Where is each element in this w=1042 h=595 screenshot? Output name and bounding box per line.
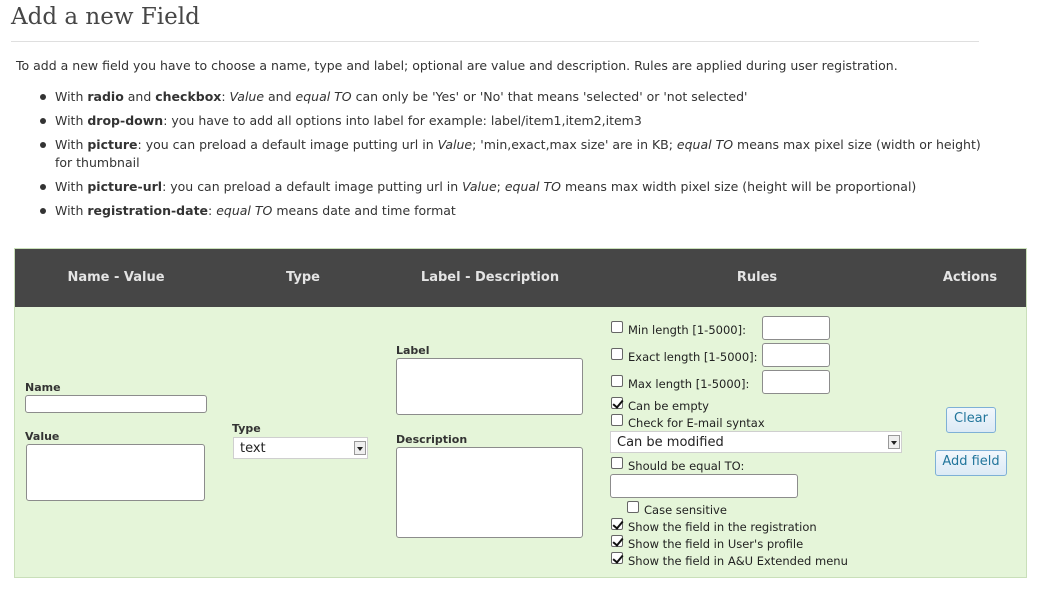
modify-permission-select[interactable] <box>610 431 902 453</box>
header-type: Type <box>286 270 320 285</box>
max-length-label: Max length [1-5000]: <box>628 377 750 391</box>
modify-permission-value: Can be modified <box>617 435 724 450</box>
max-length-checkbox[interactable] <box>611 375 623 387</box>
name-input[interactable] <box>25 395 207 413</box>
note-picture-url: With picture-url: you can preload a default image putting url in Value; equal TO means max width pixel size (height will be proportional) <box>38 178 983 196</box>
note-registration-date: With registration-date: equal TO means date and time format <box>38 202 983 220</box>
case-sensitive-checkbox[interactable] <box>627 501 639 513</box>
add-field-button[interactable]: Add field <box>935 450 1007 476</box>
check-email-label: Check for E-mail syntax <box>628 416 765 430</box>
min-length-input[interactable] <box>762 316 830 340</box>
clear-button[interactable]: Clear <box>946 407 996 433</box>
equal-to-checkbox[interactable] <box>611 457 623 469</box>
header-actions: Actions <box>942 270 998 285</box>
intro-text: To add a new field you have to choose a name, type and label; optional are value and description. Rules are applied during user registration. <box>16 58 898 73</box>
max-length-input[interactable] <box>762 370 830 394</box>
value-textarea[interactable] <box>26 444 205 501</box>
can-be-empty-label: Can be empty <box>628 399 709 413</box>
header-label-description: Label - Description <box>420 270 560 285</box>
exact-length-checkbox[interactable] <box>611 348 623 360</box>
can-be-empty-checkbox[interactable] <box>611 397 623 409</box>
exact-length-label: Exact length [1-5000]: <box>628 350 758 364</box>
value-label: Value <box>25 430 60 443</box>
header-rules: Rules <box>736 270 778 285</box>
add-field-table <box>14 248 1027 578</box>
type-select[interactable] <box>233 437 368 459</box>
show-menu-checkbox[interactable] <box>611 552 623 564</box>
type-select-value: text <box>240 441 266 456</box>
header-name-value: Name - Value <box>67 270 165 285</box>
table-row <box>15 307 1026 577</box>
exact-length-input[interactable] <box>762 343 830 367</box>
show-registration-label: Show the field in the registration <box>628 520 817 534</box>
help-notes <box>38 88 983 226</box>
min-length-label: Min length [1-5000]: <box>628 323 746 337</box>
show-profile-label: Show the field in User's profile <box>628 537 804 551</box>
title-divider <box>11 41 979 42</box>
check-email-checkbox[interactable] <box>611 414 623 426</box>
label-textarea[interactable] <box>396 358 583 415</box>
table-header <box>15 249 1026 307</box>
page-title: Add a new Field <box>11 4 200 30</box>
note-radio-checkbox: With radio and checkbox: Value and equal TO can only be 'Yes' or 'No' that means 'selected' or 'not selected' <box>38 88 983 106</box>
chevron-down-icon <box>354 441 366 455</box>
description-label: Description <box>396 433 468 446</box>
equal-to-input[interactable] <box>610 474 798 498</box>
equal-to-label: Should be equal TO: <box>628 459 745 473</box>
type-label: Type <box>232 422 261 435</box>
chevron-down-icon <box>888 435 900 449</box>
show-menu-label: Show the field in A&U Extended menu <box>628 554 848 568</box>
case-sensitive-label: Case sensitive <box>644 503 727 517</box>
note-drop-down: With drop-down: you have to add all options into label for example: label/item1,item2,item3 <box>38 112 983 130</box>
min-length-checkbox[interactable] <box>611 321 623 333</box>
label-label: Label <box>396 344 430 357</box>
description-textarea[interactable] <box>396 447 583 538</box>
show-profile-checkbox[interactable] <box>611 535 623 547</box>
note-picture: With picture: you can preload a default image putting url in Value; 'min,exact,max size' are in KB; equal TO means max pixel size (width or height) for thumbnail <box>38 136 983 172</box>
show-registration-checkbox[interactable] <box>611 518 623 530</box>
name-label: Name <box>25 381 61 394</box>
